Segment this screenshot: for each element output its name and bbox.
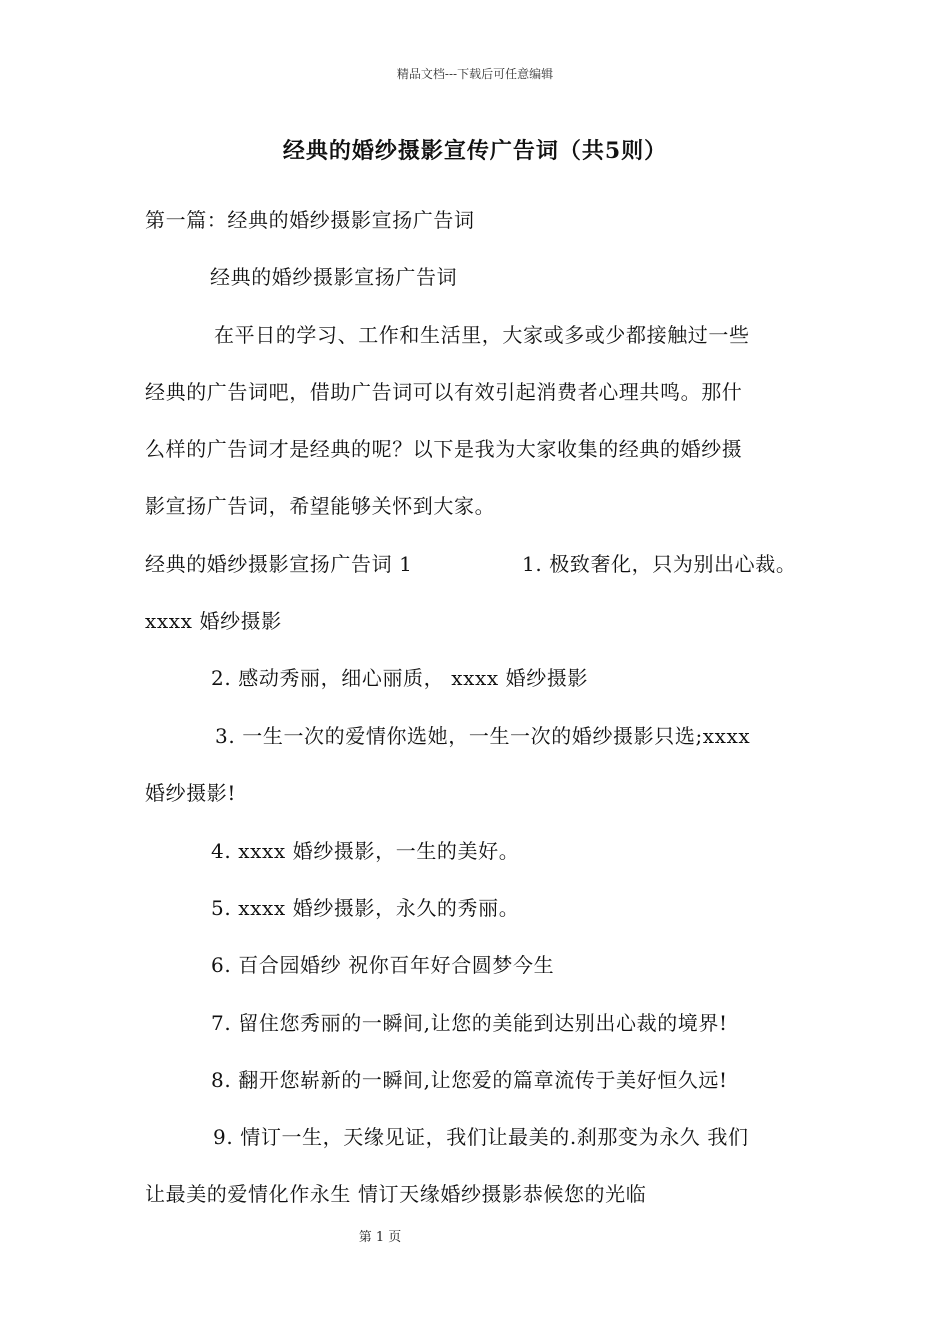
list-item-continuation: xxxx 婚纱摄影 (145, 609, 282, 633)
list-item: 5. xxxx 婚纱摄影，永久的秀丽。 (211, 896, 520, 920)
paragraph-line: 经典的广告词吧，借助广告词可以有效引起消费者心理共鸣。那什 (145, 380, 743, 404)
list-item: 6. 百合园婚纱 祝你百年好合圆梦今生 (211, 953, 555, 977)
list-item: 8. 翻开您崭新的一瞬间,让您爱的篇章流传于美好恒久远! (211, 1068, 728, 1092)
section-subheading: 经典的婚纱摄影宣扬广告词 (210, 265, 458, 289)
list-heading: 经典的婚纱摄影宣扬广告词 1 (145, 552, 413, 576)
list-item: 3. 一生一次的爱情你选她，一生一次的婚纱摄影只选;xxxx (215, 724, 751, 748)
list-item-continuation: 婚纱摄影! (145, 781, 237, 805)
section-heading: 第一篇：经典的婚纱摄影宣扬广告词 (145, 208, 475, 232)
list-item: 7. 留住您秀丽的一瞬间,让您的美能到达别出心裁的境界! (211, 1011, 728, 1035)
list-item: 9. 情订一生，天缘见证，我们让最美的.刹那变为永久 我们 (213, 1125, 749, 1149)
document-title: 经典的婚纱摄影宣传广告词（共5则） (282, 138, 668, 164)
list-item: 4. xxxx 婚纱摄影，一生的美好。 (211, 839, 520, 863)
page-number: 第 1 页 (358, 1230, 402, 1245)
list-item: 2. 感动秀丽，细心丽质， xxxx 婚纱摄影 (211, 666, 589, 690)
paragraph-line: 影宣扬广告词，希望能够关怀到大家。 (145, 494, 496, 518)
list-item-continuation: 让最美的爱情化作永生 情订天缘婚纱摄影恭候您的光临 (145, 1182, 647, 1206)
list-item: 1. 极致奢化，只为别出心裁。 (522, 552, 797, 576)
paragraph-line: 在平日的学习、工作和生活里，大家或多或少都接触过一些 (214, 323, 750, 347)
page-header: 精品文档---下载后可任意编辑 (396, 67, 554, 81)
paragraph-line: 么样的广告词才是经典的呢？以下是我为大家收集的经典的婚纱摄 (145, 437, 743, 461)
